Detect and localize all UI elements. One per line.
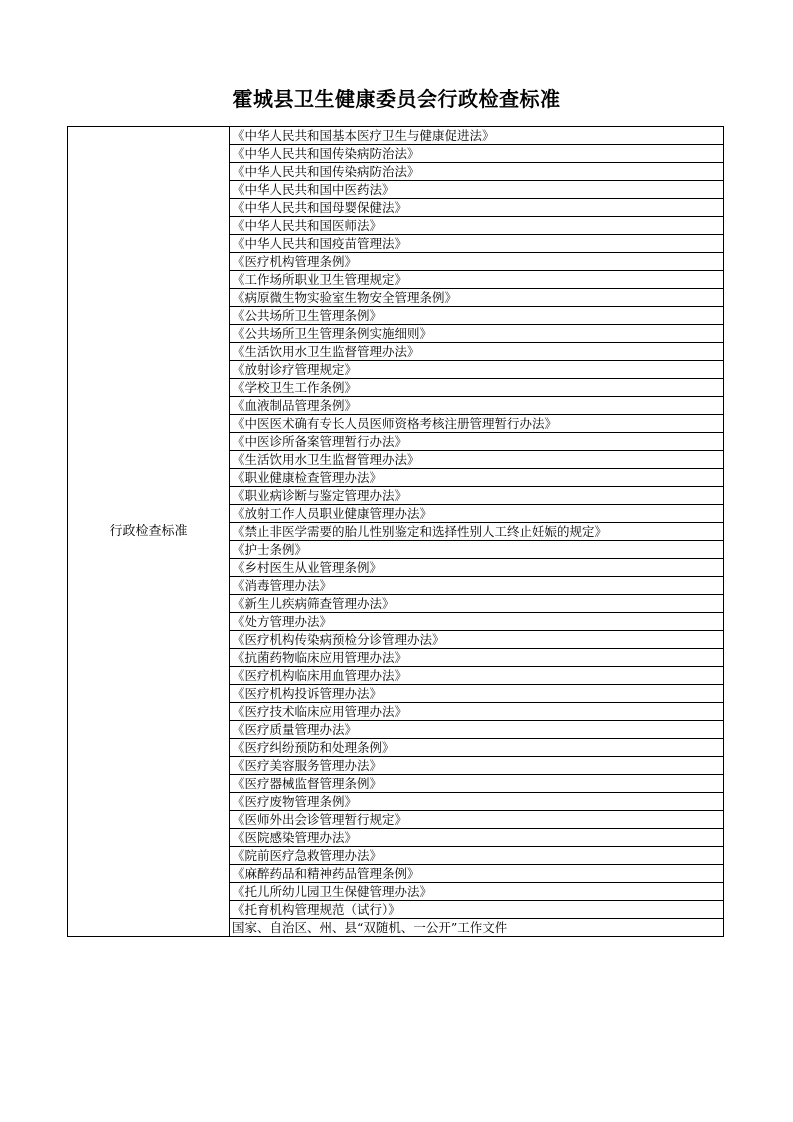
regulation-cell: 《消毒管理办法》	[230, 577, 724, 595]
regulation-cell: 《院前医疗急救管理办法》	[230, 847, 724, 865]
regulation-cell: 《医疗美容服务管理办法》	[230, 757, 724, 775]
regulation-cell: 《医疗机构管理条例》	[230, 253, 724, 271]
regulation-cell: 《中医医术确有专长人员医师资格考核注册管理暂行办法》	[230, 415, 724, 433]
inspection-standards-table	[67, 126, 724, 937]
regulation-cell: 《中华人民共和国传染病防治法》	[230, 145, 724, 163]
regulation-cell: 《公共场所卫生管理条例实施细则》	[230, 325, 724, 343]
regulation-cell: 《病原微生物实验室生物安全管理条例》	[230, 289, 724, 307]
table-row	[68, 127, 724, 145]
regulation-cell: 《公共场所卫生管理条例》	[230, 307, 724, 325]
table-body	[68, 127, 724, 937]
regulation-cell: 《放射工作人员职业健康管理办法》	[230, 505, 724, 523]
regulation-cell: 《抗菌药物临床应用管理办法》	[230, 649, 724, 667]
regulation-cell: 《医疗机构投诉管理办法》	[230, 685, 724, 703]
regulation-cell: 《中华人民共和国基本医疗卫生与健康促进法》	[230, 127, 724, 145]
category-cell: 行政检查标准	[68, 127, 230, 937]
regulation-cell: 《医疗机构临床用血管理办法》	[230, 667, 724, 685]
regulation-cell: 《护士条例》	[230, 541, 724, 559]
regulation-cell: 《中华人民共和国母婴保健法》	[230, 199, 724, 217]
regulation-cell: 《中华人民共和国中医药法》	[230, 181, 724, 199]
regulation-cell: 《医疗质量管理办法》	[230, 721, 724, 739]
regulation-cell: 《托儿所幼儿园卫生保健管理办法》	[230, 883, 724, 901]
regulation-cell: 《禁止非医学需要的胎儿性别鉴定和选择性别人工终止妊娠的规定》	[230, 523, 724, 541]
regulation-cell: 《医疗纠纷预防和处理条例》	[230, 739, 724, 757]
regulation-cell: 国家、自治区、州、县“双随机、一公开”工作文件	[230, 919, 724, 937]
regulation-cell: 《医疗器械监督管理条例》	[230, 775, 724, 793]
regulation-cell: 《医疗技术临床应用管理办法》	[230, 703, 724, 721]
regulation-cell: 《医院感染管理办法》	[230, 829, 724, 847]
regulation-cell: 《工作场所职业卫生管理规定》	[230, 271, 724, 289]
regulation-cell: 《中华人民共和国疫苗管理法》	[230, 235, 724, 253]
regulation-cell: 《职业病诊断与鉴定管理办法》	[230, 487, 724, 505]
regulation-cell: 《血液制品管理条例》	[230, 397, 724, 415]
regulation-cell: 《放射诊疗管理规定》	[230, 361, 724, 379]
regulation-cell: 《医疗机构传染病预检分诊管理办法》	[230, 631, 724, 649]
regulation-cell: 《新生儿疾病筛查管理办法》	[230, 595, 724, 613]
regulation-cell: 《学校卫生工作条例》	[230, 379, 724, 397]
regulation-cell: 《中华人民共和国医师法》	[230, 217, 724, 235]
regulation-cell: 《中华人民共和国传染病防治法》	[230, 163, 724, 181]
regulation-cell: 《生活饮用水卫生监督管理办法》	[230, 451, 724, 469]
page-title: 霍城县卫生健康委员会行政检查标准	[232, 87, 561, 111]
regulation-cell: 《处方管理办法》	[230, 613, 724, 631]
regulation-cell: 《乡村医生从业管理条例》	[230, 559, 724, 577]
regulation-cell: 《生活饮用水卫生监督管理办法》	[230, 343, 724, 361]
regulation-cell: 《职业健康检查管理办法》	[230, 469, 724, 487]
regulation-cell: 《医师外出会诊管理暂行规定》	[230, 811, 724, 829]
regulation-cell: 《医疗废物管理条例》	[230, 793, 724, 811]
regulation-cell: 《麻醉药品和精神药品管理条例》	[230, 865, 724, 883]
regulation-cell: 《中医诊所备案管理暂行办法》	[230, 433, 724, 451]
regulation-cell: 《托育机构管理规范（试行）》	[230, 901, 724, 919]
